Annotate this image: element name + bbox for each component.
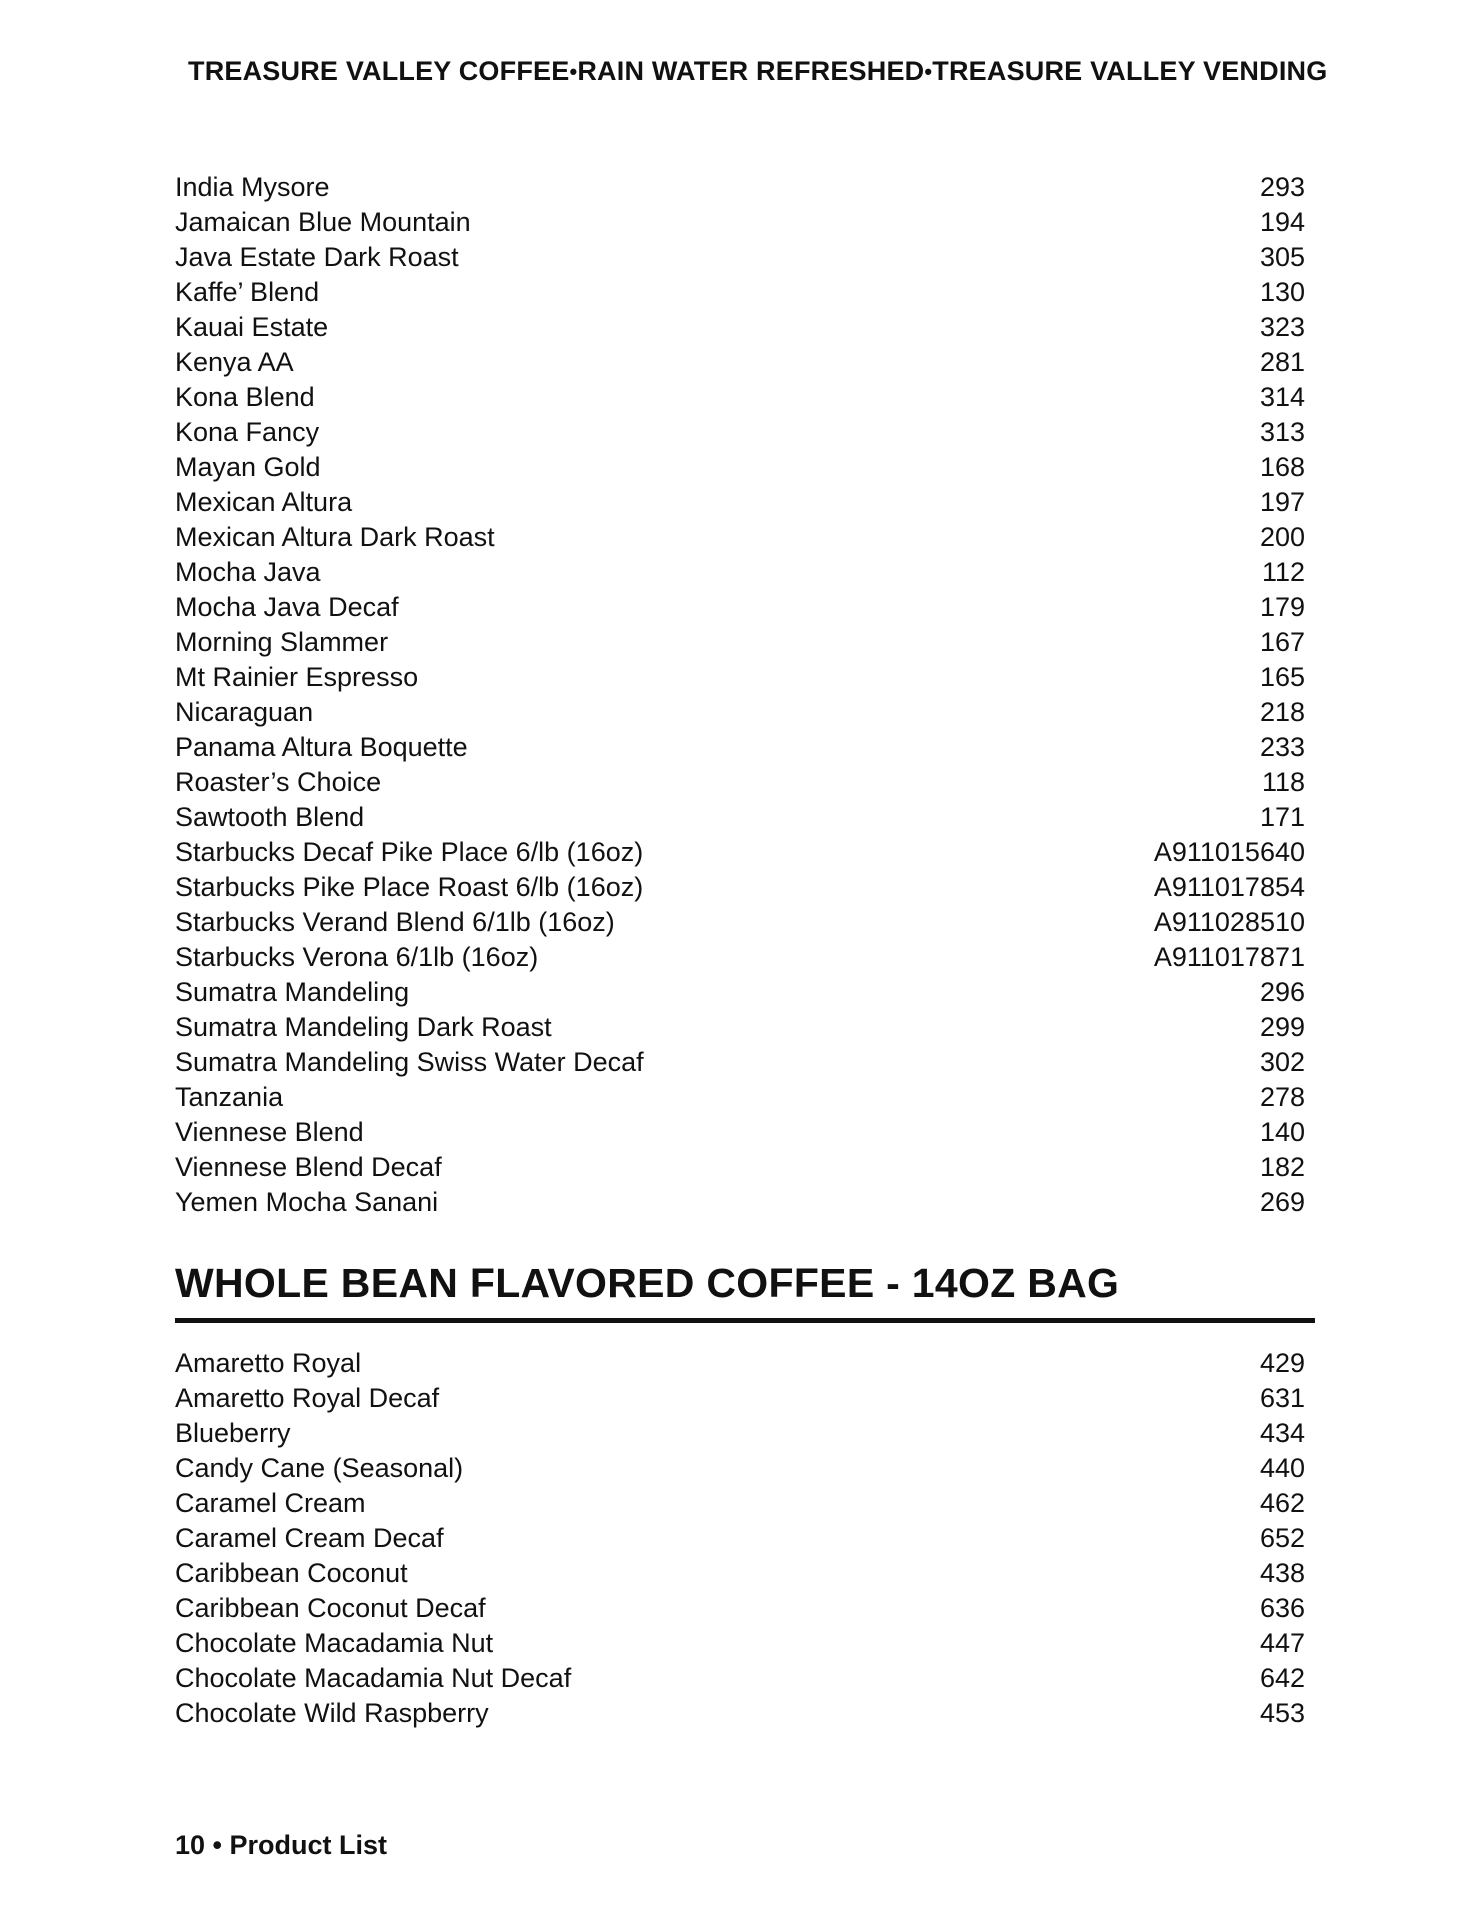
product-name: Java Estate Dark Roast [175,242,459,272]
product-code: A911015640 [1153,837,1305,867]
product-code: 323 [1259,312,1305,342]
product-row [175,1626,1305,1661]
product-code: 182 [1259,1152,1305,1182]
product-name: Viennese Blend [175,1117,364,1147]
product-code: 453 [1259,1698,1305,1728]
header-brand-water: RAIN WATER REFRESHED [577,56,925,86]
product-row [175,940,1305,975]
product-list-whole-bean [175,170,1305,1220]
product-row [175,450,1305,485]
product-row [175,170,1305,205]
product-name: Tanzania [175,1082,284,1112]
product-row [175,800,1305,835]
product-row [175,380,1305,415]
product-code: 168 [1259,452,1305,482]
product-name: Sawtooth Blend [175,802,365,832]
product-code: 293 [1259,172,1305,202]
product-row [175,1521,1305,1556]
product-code: 140 [1259,1117,1305,1147]
product-row [175,310,1305,345]
product-row [175,520,1305,555]
product-row [175,1661,1305,1696]
product-code: 642 [1259,1663,1305,1693]
product-code: 112 [1261,557,1305,587]
header-brand-coffee: TREASURE VALLEY COFFEE [188,56,570,86]
product-code: 194 [1259,207,1305,237]
product-row [175,1591,1305,1626]
product-row [175,590,1305,625]
product-name: Kaffe’ Blend [175,277,320,307]
product-code: 171 [1259,802,1305,832]
product-name: Amaretto Royal Decaf [175,1383,440,1413]
product-row [175,1185,1305,1220]
product-code: 434 [1259,1418,1305,1448]
product-code: 278 [1259,1082,1305,1112]
product-code: 197 [1259,487,1305,517]
product-row [175,1346,1305,1381]
product-code: 167 [1259,627,1305,657]
product-code: 165 [1259,662,1305,692]
product-name: Sumatra Mandeling [175,977,410,1007]
product-code: 281 [1259,347,1305,377]
product-row [175,730,1305,765]
product-code: 429 [1259,1348,1305,1378]
product-name: Kona Fancy [175,417,320,447]
product-code: 440 [1259,1453,1305,1483]
product-code: 233 [1259,732,1305,762]
product-row [175,870,1305,905]
product-name: Nicaraguan [175,697,314,727]
product-row [175,905,1305,940]
product-name: Mocha Java Decaf [175,592,399,622]
product-code: A911017871 [1153,942,1305,972]
product-name: Mocha Java [175,557,321,587]
product-name: Sumatra Mandeling Swiss Water Decaf [175,1047,644,1077]
product-code: 631 [1259,1383,1305,1413]
product-name: Mexican Altura [175,487,353,517]
product-row [175,1115,1305,1150]
product-row [175,1416,1305,1451]
product-row [175,1451,1305,1486]
product-code: 314 [1259,382,1305,412]
header-brand-vending: TREASURE VALLEY VENDING [932,56,1328,86]
product-code: 302 [1259,1047,1305,1077]
product-code: 313 [1259,417,1305,447]
product-row [175,555,1305,590]
product-name: Mayan Gold [175,452,321,482]
product-code: A911017854 [1153,872,1305,902]
product-row [175,1556,1305,1591]
product-code: 179 [1259,592,1305,622]
product-name: Caribbean Coconut [175,1558,408,1588]
product-row [175,275,1305,310]
header-separator: • [569,58,578,84]
product-name: Roaster’s Choice [175,767,382,797]
product-row [175,695,1305,730]
product-name: India Mysore [175,172,330,202]
product-name: Chocolate Macadamia Nut Decaf [175,1663,572,1693]
product-code: 200 [1259,522,1305,552]
section-divider [175,1318,1315,1323]
product-name: Kenya AA [175,347,294,377]
product-name: Morning Slammer [175,627,389,657]
product-row [175,345,1305,380]
product-name: Amaretto Royal [175,1348,362,1378]
product-row [175,240,1305,275]
product-name: Yemen Mocha Sanani [175,1187,439,1217]
product-name: Jamaican Blue Mountain [175,207,471,237]
product-name: Starbucks Verand Blend 6/1lb (16oz) [175,907,615,937]
product-name: Blueberry [175,1418,291,1448]
product-row [175,1080,1305,1115]
product-code: 218 [1259,697,1305,727]
page-footer: 10 • Product List [175,1830,387,1860]
page-header [188,56,1328,87]
product-code: A911028510 [1153,907,1305,937]
product-row [175,625,1305,660]
product-code: 652 [1259,1523,1305,1553]
product-code: 462 [1259,1488,1305,1518]
product-row [175,1010,1305,1045]
product-row [175,975,1305,1010]
product-name: Kauai Estate [175,312,329,342]
product-name: Chocolate Macadamia Nut [175,1628,494,1658]
product-code: 305 [1259,242,1305,272]
product-name: Mt Rainier Espresso [175,662,419,692]
product-name: Kona Blend [175,382,315,412]
product-code: 296 [1259,977,1305,1007]
product-name: Starbucks Decaf Pike Place 6/lb (16oz) [175,837,644,867]
product-row [175,1381,1305,1416]
section-title: WHOLE BEAN FLAVORED COFFEE - 14OZ BAG [175,1260,1120,1306]
product-row [175,415,1305,450]
product-code: 438 [1259,1558,1305,1588]
product-code: 269 [1259,1187,1305,1217]
product-row [175,765,1305,800]
product-name: Sumatra Mandeling Dark Roast [175,1012,552,1042]
product-row [175,835,1305,870]
product-row [175,660,1305,695]
product-name: Caramel Cream Decaf [175,1523,444,1553]
product-list-flavored [175,1346,1305,1731]
product-row [175,1045,1305,1080]
product-code: 130 [1259,277,1305,307]
product-row [175,1150,1305,1185]
product-name: Starbucks Verona 6/1lb (16oz) [175,942,539,972]
product-code: 636 [1259,1593,1305,1623]
product-name: Caramel Cream [175,1488,366,1518]
product-name: Panama Altura Boquette [175,732,468,762]
product-name: Mexican Altura Dark Roast [175,522,495,552]
product-code: 447 [1259,1628,1305,1658]
product-name: Caribbean Coconut Decaf [175,1593,486,1623]
product-name: Candy Cane (Seasonal) [175,1453,464,1483]
product-name: Chocolate Wild Raspberry [175,1698,489,1728]
product-row [175,205,1305,240]
product-row [175,1696,1305,1731]
product-name: Viennese Blend Decaf [175,1152,442,1182]
product-code: 299 [1259,1012,1305,1042]
product-row [175,485,1305,520]
product-row [175,1486,1305,1521]
product-code: 118 [1261,767,1305,797]
header-separator: • [924,58,933,84]
product-name: Starbucks Pike Place Roast 6/lb (16oz) [175,872,644,902]
